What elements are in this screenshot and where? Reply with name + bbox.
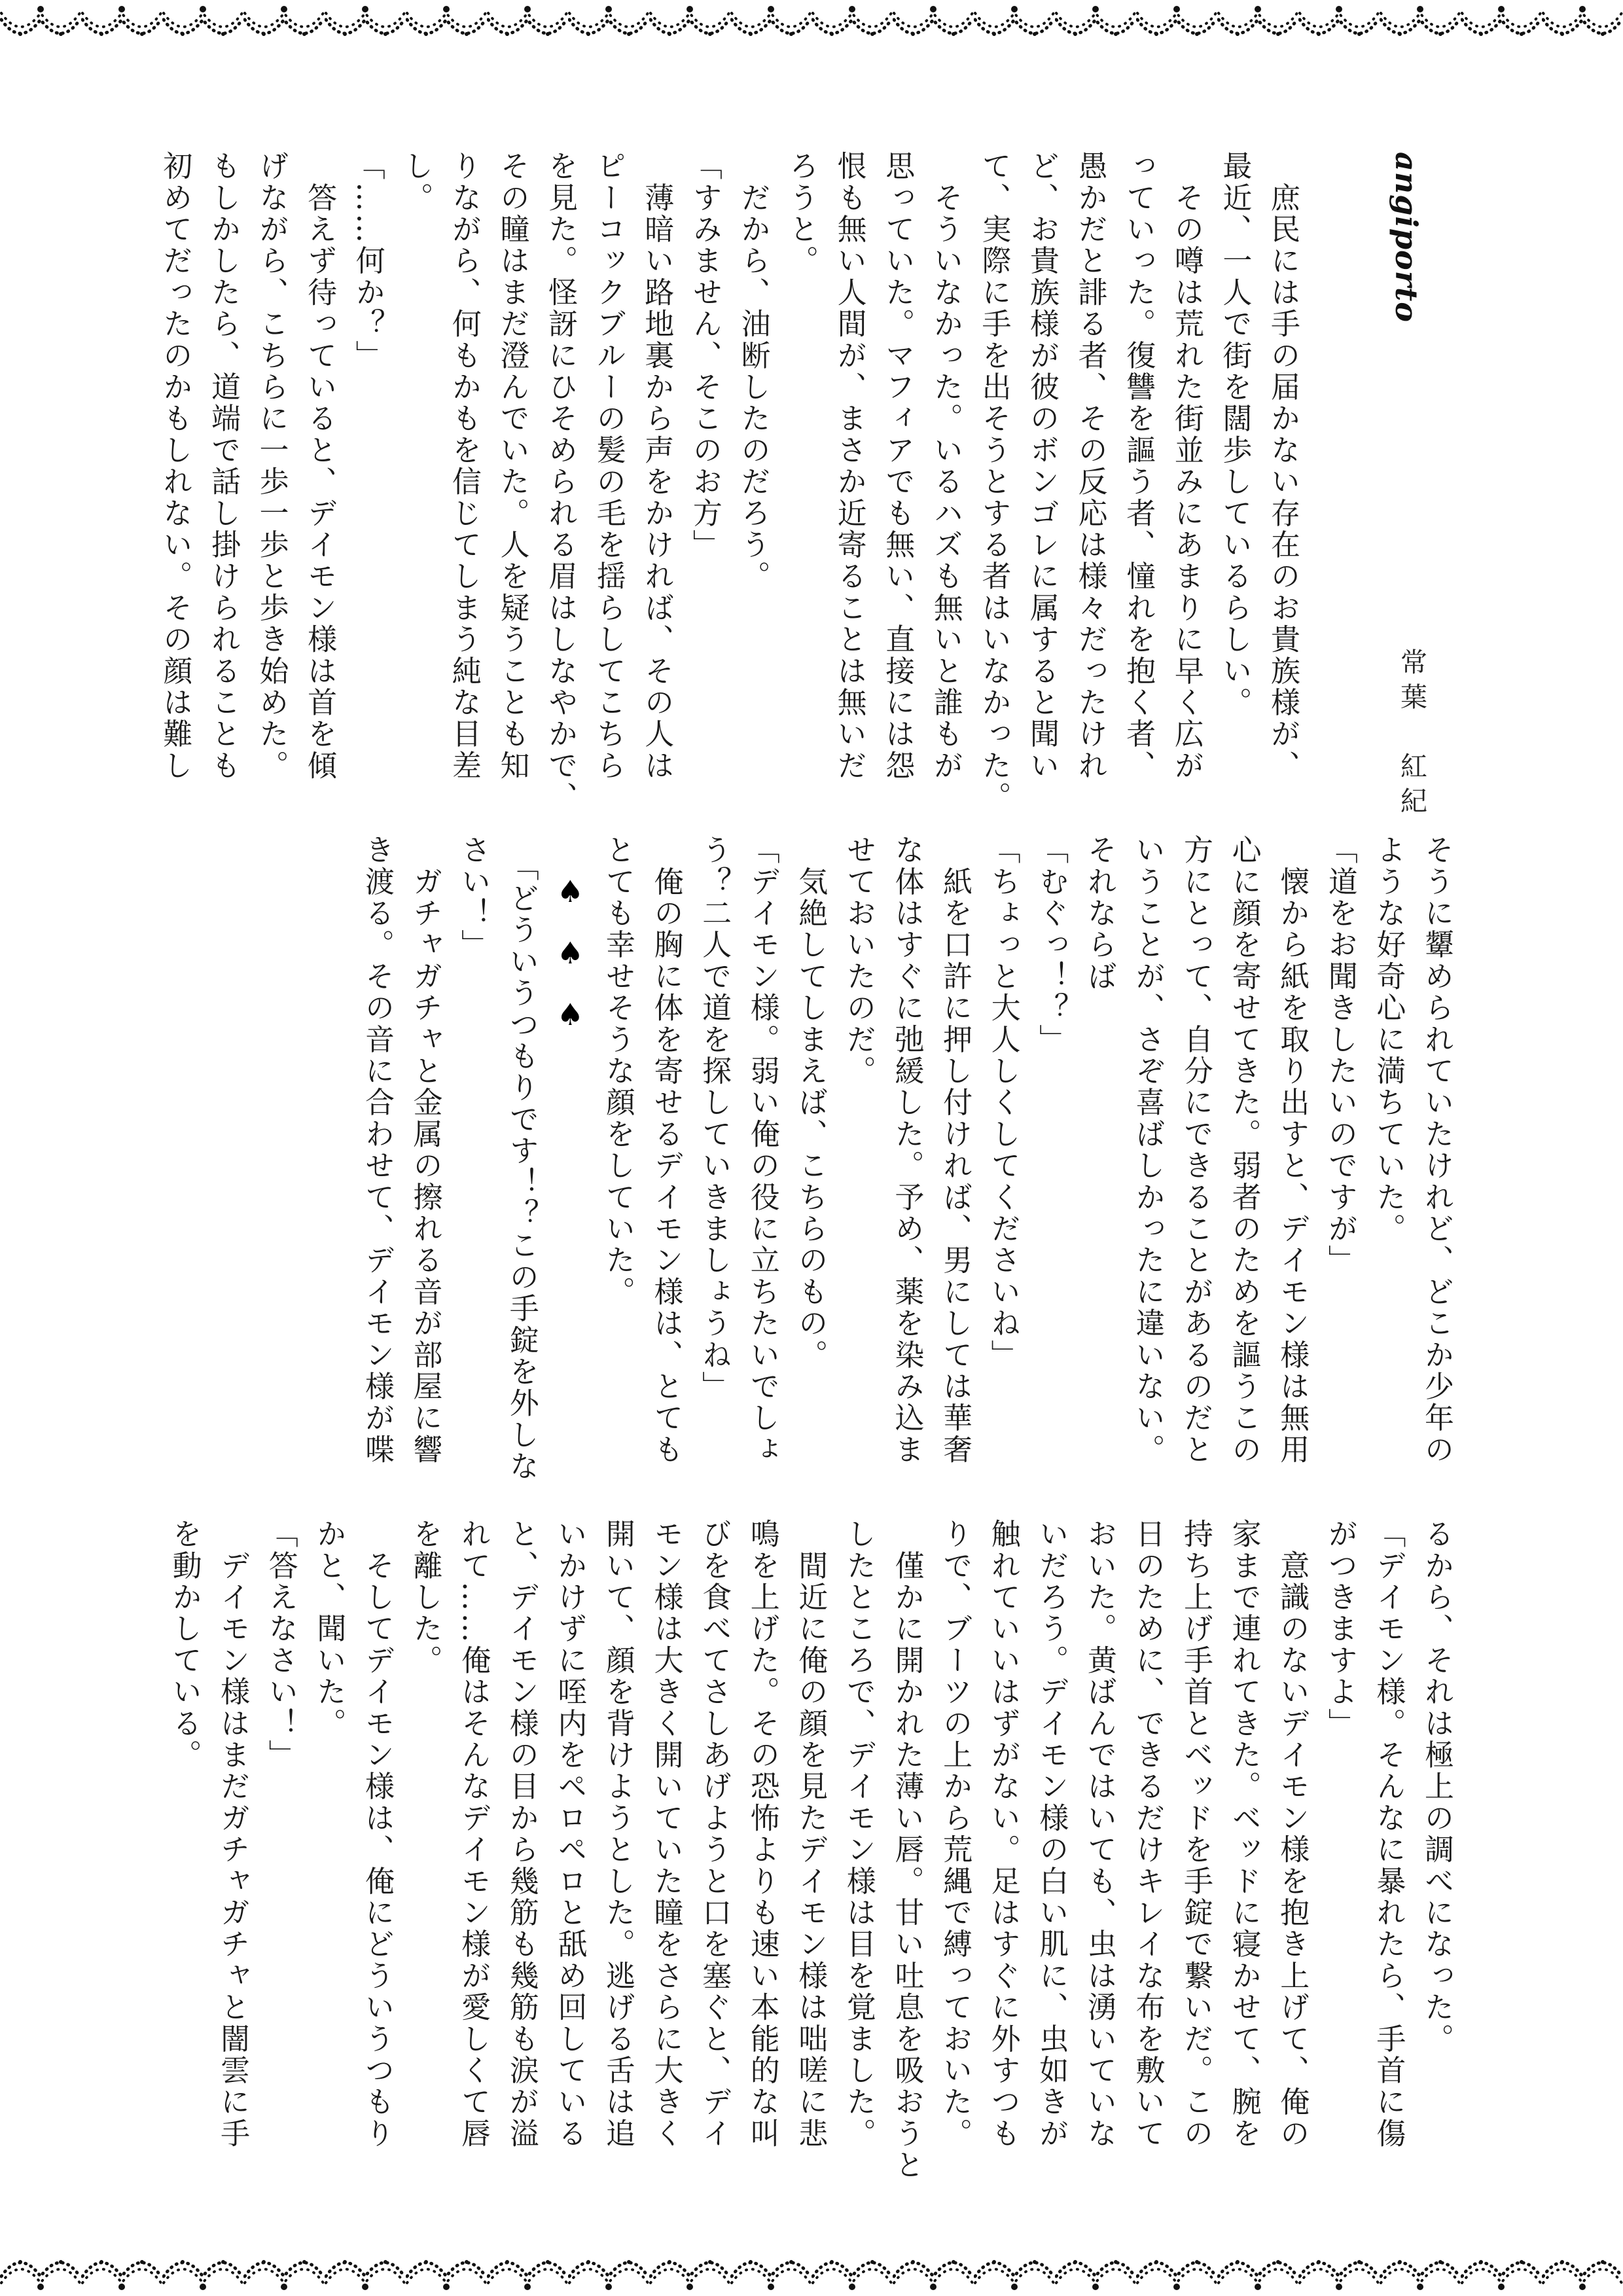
text-line: 鳴を上げた。その恐怖よりも速い本能的な叫 bbox=[745, 1518, 780, 2149]
text-line: さい！」 bbox=[456, 834, 491, 961]
text-line: 「……何か？」 bbox=[350, 151, 385, 372]
text-line: 懐から紙を取り出すと、デイモン様は無用 bbox=[1275, 834, 1310, 1465]
text-line: 「どういうつもりです！？この手錠を外しな bbox=[504, 834, 539, 1482]
text-line: 方にとって、自分にできることがあるのだと bbox=[1179, 834, 1214, 1465]
text-line: を離した。 bbox=[408, 1518, 443, 1676]
text-line: ど、お貴族様が彼のボンゴレに属すると聞い bbox=[1025, 151, 1060, 781]
text-line: と、デイモン様の目から幾筋も幾筋も涙が溢 bbox=[504, 1518, 539, 2149]
text-line: そうに顰められていたけれど、どこか少年の bbox=[1419, 834, 1454, 1465]
story-title: angiporto bbox=[1389, 152, 1424, 323]
text-line: 恨も無い人間が、まさか近寄ることは無いだ bbox=[832, 151, 867, 781]
text-line: 答えず待っていると、デイモン様は首を傾 bbox=[302, 151, 338, 781]
text-line: ような好奇心に満ちていた。 bbox=[1371, 834, 1406, 1245]
text-line: 庶民には手の届かない存在のお貴族様が、 bbox=[1266, 151, 1300, 781]
text-line: がつきますよ」 bbox=[1323, 1518, 1358, 1740]
text-line: 心に顔を寄せてきた。弱者のためを謳うこの bbox=[1226, 834, 1262, 1465]
text-line: 「すみません、そこのお方」 bbox=[687, 151, 722, 561]
text-line: るから、それは極上の調べになった。 bbox=[1419, 1518, 1454, 2055]
text-line: げながら、こちらに一歩一歩と歩き始めた。 bbox=[254, 151, 289, 781]
text-line: っていった。復讐を謳う者、憧れを抱く者、 bbox=[1121, 151, 1156, 781]
text-line: を見た。怪訝にひそめられる眉はしなやかで、 bbox=[543, 151, 579, 814]
text-line: 「道をお聞きしたいのですが」 bbox=[1323, 834, 1358, 1276]
text-line: 愚かだと誹る者、その反応は様々だったけれ bbox=[1073, 151, 1108, 781]
text-line: う？二人で道を探していきましょうね」 bbox=[697, 834, 732, 1403]
text-line: せておいたのだ。 bbox=[841, 834, 876, 1087]
text-line: き渡る。その音に合わせて、デイモン様が喋 bbox=[359, 834, 395, 1465]
text-line: 間近に俺の顔を見たデイモン様は咄嗟に悲 bbox=[793, 1518, 829, 2149]
author-name: 常葉 紅紀 bbox=[1396, 648, 1427, 821]
text-line: ろうと。 bbox=[784, 151, 819, 277]
text-line: その噂は荒れた街並みにあまりに早く広が bbox=[1169, 151, 1204, 781]
text-line: な体はすぐに弛緩した。予め、薬を染み込ま bbox=[889, 834, 925, 1465]
text-line: 最近、一人で街を闊歩しているらしい。 bbox=[1217, 151, 1253, 719]
bottom-lace-border bbox=[0, 2244, 1623, 2296]
text-line: とても幸せそうな顔をしていた。 bbox=[600, 834, 635, 1308]
text-line: 「デイモン様。そんなに暴れたら、手首に傷 bbox=[1371, 1518, 1406, 2149]
text-line: そしてデイモン様は、俺にどういうつもり bbox=[359, 1518, 395, 2149]
text-line: いうことが、さぞ喜ばしかったに違いない。 bbox=[1130, 834, 1166, 1465]
text-line: 意識のないデイモン様を抱き上げて、俺の bbox=[1275, 1518, 1310, 2149]
text-line: 「むぐっ！？」 bbox=[1034, 834, 1069, 1056]
text-line: 初めてだったのかもしれない。その顔は難し bbox=[158, 151, 193, 781]
text-line: もしかしたら、道端で話し掛けられることも bbox=[205, 151, 241, 781]
text-line: かと、聞いた。 bbox=[312, 1518, 347, 1740]
text-line: りで、ブーツの上から荒縄で縛っておいた。 bbox=[938, 1518, 973, 2149]
text-line: いだろう。デイモン様の白い肌に、虫如きが bbox=[1034, 1518, 1069, 2150]
text-line: ピーコックブルーの髪の毛を揺らしてこちら bbox=[591, 151, 626, 781]
text-line: 僅かに開かれた薄い唇。甘い吐息を吸おうと bbox=[889, 1518, 925, 2181]
text-line: 薄暗い路地裏から声をかければ、その人は bbox=[639, 151, 675, 781]
text-line: 「デイモン様。弱い俺の役に立ちたいでしょ bbox=[745, 834, 780, 1465]
text-line: 触れていいはずがない。足はすぐに外すつも bbox=[986, 1518, 1021, 2149]
text-line: 家まで連れてきた。ベッドに寝かせて、腕を bbox=[1226, 1518, 1262, 2149]
text-line: し。 bbox=[399, 151, 434, 214]
text-line: びを食べてさしあげようと口を塞ぐと、デイ bbox=[697, 1518, 732, 2149]
text-line: 持ち上げ手首とベッドを手錠で繋いだ。この bbox=[1179, 1518, 1214, 2149]
text-line: おいた。黄ばんではいても、虫は湧いていな bbox=[1082, 1518, 1117, 2149]
text-line: りながら、何もかもを信じてしまう純な目差 bbox=[446, 151, 482, 781]
text-line: 「答えなさい！」 bbox=[263, 1518, 298, 1771]
text-line: 日のために、できるだけキレイな布を敷いて bbox=[1130, 1518, 1166, 2149]
text-tier-3 bbox=[132, 1518, 1461, 2199]
text-line: て、実際に手を出そうとする者はいなかった。 bbox=[976, 151, 1012, 814]
text-line: それならば bbox=[1082, 834, 1117, 992]
text-line: 開いて、顔を背けようとした。逃げる舌は追 bbox=[600, 1518, 635, 2149]
text-line: デイモン様はまだガチャガチャと闇雲に手 bbox=[215, 1518, 251, 2149]
top-lace-border bbox=[0, 0, 1623, 52]
text-tier-2 bbox=[132, 834, 1461, 1515]
text-line: 紙を口許に押し付ければ、男にしては華奢 bbox=[938, 834, 973, 1465]
text-line: モン様は大きく開いていた瞳をさらに大きく bbox=[649, 1518, 684, 2149]
text-line: したところで、デイモン様は目を覚ました。 bbox=[841, 1518, 876, 2149]
text-line: 俺の胸に体を寄せるデイモン様は、とても bbox=[649, 834, 684, 1465]
text-line: だから、油断したのだろう。 bbox=[736, 151, 771, 592]
text-line: 思っていた。マフィアでも無い、直接には怨 bbox=[880, 151, 916, 782]
text-line: いかけずに咥内をペロペロと舐め回している bbox=[552, 1518, 588, 2149]
text-line: れて……俺はそんなデイモン様が愛しくて唇 bbox=[456, 1518, 491, 2149]
section-break-ornament: ♠♠♠ bbox=[552, 874, 588, 1058]
text-tier-1 bbox=[135, 151, 1307, 831]
text-line: ガチャガチャと金属の擦れる音が部屋に響 bbox=[408, 834, 443, 1465]
text-line: その瞳はまだ澄んでいた。人を疑うことも知 bbox=[495, 151, 530, 781]
text-line: を動かしている。 bbox=[167, 1518, 202, 1771]
text-line: そういなかった。いるハズも無いと誰もが bbox=[928, 151, 963, 781]
text-line: 気絶してしまえば、こちらのもの。 bbox=[793, 834, 829, 1371]
text-line: 「ちょっと大人しくしてくださいね」 bbox=[986, 834, 1021, 1371]
